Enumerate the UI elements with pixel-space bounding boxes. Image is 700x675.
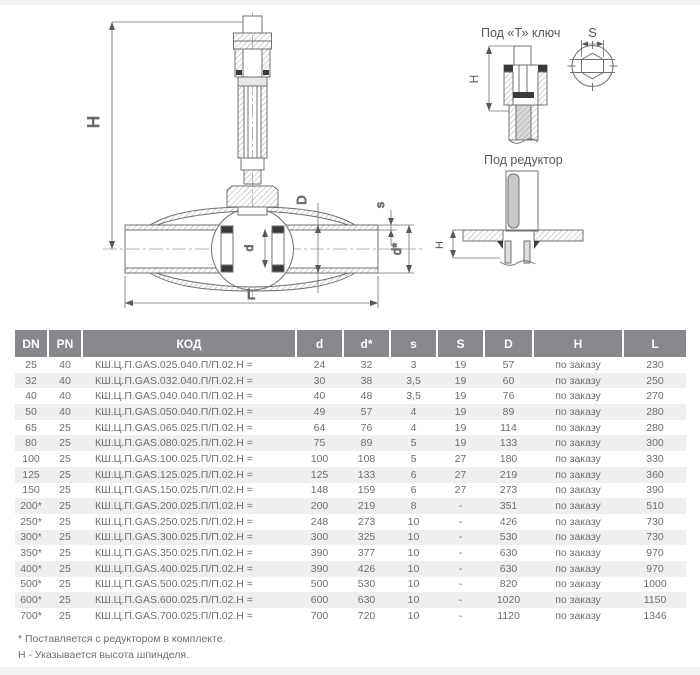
table-cell: КШ.Ц.П.GAS.100.025.П/П.02.Н = [95, 452, 253, 465]
reducer-view [450, 171, 583, 265]
table-cell: 10 [407, 547, 420, 560]
table-cell: 19 [454, 358, 467, 371]
table-cell: 3 [410, 358, 417, 371]
table-cell: КШ.Ц.П.GAS.040.040.П/П.02.Н = [95, 390, 253, 403]
table-cell: 40 [25, 390, 37, 403]
table-cell: 426 [357, 562, 376, 575]
col-header-D: D [485, 330, 532, 357]
table-cell: - [458, 547, 463, 560]
table-cell: 390 [310, 562, 329, 575]
table-cell: 4 [410, 421, 417, 434]
table-cell: КШ.Ц.П.GAS.150.025.П/П.02.Н = [95, 484, 253, 497]
table-cell: 400* [20, 562, 42, 575]
col-header-d: d [297, 330, 342, 357]
table-header-row [15, 330, 686, 357]
table-cell: 10 [407, 578, 420, 591]
table-cell: 48 [360, 390, 373, 403]
table-row [15, 608, 686, 624]
col-header-pn: PN [49, 330, 81, 357]
t-key-side-view [486, 46, 547, 143]
table-cell: 360 [646, 468, 664, 481]
table-cell: 1150 [643, 594, 667, 607]
table-cell: 50 [25, 405, 37, 418]
table-cell: 27 [454, 468, 467, 481]
table-cell: 530 [499, 531, 518, 544]
col-header-s: s [391, 330, 436, 357]
table-cell: 1120 [497, 609, 520, 622]
table-cell: - [458, 578, 463, 591]
table-cell: 1000 [643, 578, 667, 591]
table-cell: КШ.Ц.П.GAS.025.040.П/П.02.Н = [95, 358, 253, 371]
table-cell: 133 [357, 468, 376, 481]
table-row [15, 530, 686, 546]
table-cell: 351 [499, 500, 518, 513]
table-cell: 80 [25, 437, 37, 450]
table-cell: по заказу [555, 609, 601, 622]
table-cell: 230 [646, 358, 664, 371]
table-cell: 27 [454, 484, 467, 497]
table-cell: по заказу [555, 358, 601, 371]
table-cell: 150 [22, 484, 40, 497]
table-cell: 10 [407, 609, 420, 622]
table-row [15, 498, 686, 514]
table-cell: 426 [499, 515, 518, 528]
table-cell: 530 [357, 578, 376, 591]
table-cell: КШ.Ц.П.GAS.200.025.П/П.02.Н = [95, 500, 253, 513]
table-cell: 219 [499, 468, 518, 481]
table-cell: по заказу [555, 515, 601, 528]
table-cell: 4 [410, 405, 417, 418]
col-header-S: S [438, 330, 483, 357]
t-key-dim-label-S: S [588, 25, 597, 40]
table-cell: КШ.Ц.П.GAS.032.040.П/П.02.Н = [95, 374, 253, 387]
table-cell: 133 [499, 437, 518, 450]
table-row [15, 420, 686, 436]
table-cell: - [458, 500, 463, 513]
table-cell: 25 [59, 609, 71, 622]
table-cell: по заказу [555, 547, 601, 560]
table-cell: 10 [407, 562, 420, 575]
table-row [15, 388, 686, 404]
col-header-dstar: d* [344, 330, 389, 357]
table-cell: 24 [313, 358, 326, 371]
table-row [15, 373, 686, 389]
table-cell: 300 [310, 531, 329, 544]
table-row [15, 451, 686, 467]
table-cell: 200* [20, 500, 42, 513]
table-cell: 700 [310, 609, 329, 622]
dim-label-d-star: d* [389, 242, 404, 256]
table-row [15, 545, 686, 561]
table-cell: КШ.Ц.П.GAS.065.025.П/П.02.Н = [95, 421, 253, 434]
table-cell: 390 [310, 547, 329, 560]
table-cell: 1346 [643, 609, 667, 622]
table-cell: по заказу [555, 421, 601, 434]
table-cell: 3,5 [406, 390, 421, 403]
table-cell: по заказу [555, 374, 601, 387]
table-cell: 1020 [496, 594, 521, 607]
table-cell: 248 [310, 515, 329, 528]
table-cell: 820 [499, 578, 518, 591]
table-cell: 600* [20, 594, 42, 607]
table-cell: 377 [357, 547, 376, 560]
table-cell: КШ.Ц.П.GAS.600.025.П/П.02.Н = [95, 594, 253, 607]
table-cell: 25 [59, 578, 71, 591]
footnote-reducer: * Поставляется с редуктором в комплекте. [18, 633, 226, 645]
footnote-spindle-height: Н - Указывается высота шпинделя. [18, 649, 190, 661]
table-cell: 65 [25, 421, 37, 434]
table-cell: по заказу [555, 452, 601, 465]
valve-technical-drawing [0, 0, 700, 330]
col-header-H: H [534, 330, 622, 357]
table-cell: 25 [25, 358, 37, 371]
dim-label-L: L [246, 286, 256, 303]
table-cell: 25 [59, 500, 71, 513]
table-cell: по заказу [555, 594, 601, 607]
table-cell: 730 [646, 531, 664, 544]
table-cell: 114 [500, 421, 517, 434]
table-cell: 125 [22, 468, 40, 481]
dim-label-D: D [294, 195, 309, 205]
table-cell: 500 [310, 578, 329, 591]
table-cell: 25 [59, 562, 71, 575]
table-cell: КШ.Ц.П.GAS.700.025.П/П.02.Н = [95, 609, 253, 622]
table-cell: 25 [59, 531, 71, 544]
table-cell: 148 [310, 484, 329, 497]
table-cell: 57 [360, 405, 373, 418]
table-cell: 200 [310, 500, 329, 513]
table-cell: 25 [59, 452, 71, 465]
table-cell: 100 [310, 452, 329, 465]
table-cell: 970 [646, 547, 664, 560]
table-cell: 180 [499, 452, 518, 465]
table-row [15, 577, 686, 593]
table-cell: 49 [313, 405, 326, 418]
table-cell: 500* [20, 578, 42, 591]
table-cell: 350* [20, 547, 42, 560]
table-cell: 19 [454, 437, 467, 450]
table-cell: по заказу [555, 468, 601, 481]
col-header-code: КОД [83, 330, 295, 357]
table-cell: КШ.Ц.П.GAS.125.025.П/П.02.Н = [95, 468, 253, 481]
table-row [15, 514, 686, 530]
table-row [15, 592, 686, 608]
t-key-view-label: Под «Т» ключ [481, 26, 561, 40]
table-cell: по заказу [555, 484, 601, 497]
table-cell: 25 [59, 484, 71, 497]
table-cell: 64 [313, 421, 326, 434]
table-cell: 40 [59, 374, 71, 387]
table-cell: 60 [502, 374, 515, 387]
table-cell: 5 [410, 452, 417, 465]
dim-label-s: s [373, 202, 387, 208]
table-row [15, 561, 686, 577]
table-row [15, 483, 686, 499]
table-cell: 270 [646, 390, 664, 403]
table-cell: 720 [357, 609, 376, 622]
table-cell: 40 [313, 390, 326, 403]
dim-label-d: d [242, 244, 256, 252]
table-cell: по заказу [555, 578, 601, 591]
table-cell: 30 [313, 374, 326, 387]
table-cell: 76 [360, 421, 373, 434]
spec-table [15, 330, 686, 624]
table-cell: 10 [407, 531, 420, 544]
t-key-dim-label-H: H [467, 74, 481, 84]
table-row [15, 467, 686, 483]
table-cell: КШ.Ц.П.GAS.050.040.П/П.02.Н = [95, 405, 253, 418]
table-body [15, 357, 686, 624]
table-row [15, 404, 686, 420]
table-cell: 3,5 [406, 374, 421, 387]
table-cell: 27 [454, 452, 467, 465]
table-cell: 76 [502, 390, 515, 403]
table-cell: 630 [357, 594, 376, 607]
table-cell: по заказу [555, 390, 601, 403]
col-header-dn: DN [15, 330, 47, 357]
table-cell: КШ.Ц.П.GAS.400.025.П/П.02.Н = [95, 562, 253, 575]
table-cell: 89 [502, 405, 515, 418]
table-cell: 89 [360, 437, 373, 450]
t-key-top-view [568, 40, 618, 91]
table-row [15, 435, 686, 451]
table-cell: 25 [59, 515, 71, 528]
table-cell: 19 [454, 421, 467, 434]
page-bottom-border [0, 667, 700, 675]
table-cell: 250 [646, 374, 664, 387]
table-cell: 630 [499, 547, 518, 560]
table-cell: 125 [310, 468, 329, 481]
table-cell: 970 [646, 562, 664, 575]
table-cell: КШ.Ц.П.GAS.350.025.П/П.02.Н = [95, 547, 253, 560]
table-cell: 273 [499, 484, 518, 497]
table-cell: 510 [646, 500, 664, 513]
table-cell: 40 [59, 358, 71, 371]
table-cell: 700* [20, 609, 42, 622]
table-cell: КШ.Ц.П.GAS.080.025.П/П.02.Н = [95, 437, 253, 450]
table-cell: 75 [313, 437, 326, 450]
col-header-L: L [624, 330, 686, 357]
table-cell: 280 [646, 405, 664, 418]
table-cell: 25 [59, 468, 71, 481]
table-cell: 25 [59, 547, 71, 560]
table-cell: 10 [407, 594, 420, 607]
table-cell: 57 [502, 358, 515, 371]
table-cell: по заказу [555, 531, 601, 544]
main-valve-section [84, 12, 425, 308]
table-cell: 32 [25, 374, 37, 387]
table-cell: 390 [646, 484, 664, 497]
table-cell: 8 [410, 500, 417, 513]
table-cell: 25 [59, 594, 71, 607]
table-cell: 219 [357, 500, 376, 513]
table-cell: - [458, 562, 463, 575]
table-cell: 330 [646, 452, 664, 465]
reducer-view-label: Под редуктор [484, 153, 563, 167]
table-cell: - [458, 531, 463, 544]
table-cell: по заказу [555, 500, 601, 513]
table-cell: 19 [454, 405, 467, 418]
table-cell: - [458, 594, 463, 607]
reducer-dim-label-H: H [434, 241, 446, 249]
table-cell: 300 [646, 437, 664, 450]
table-cell: КШ.Ц.П.GAS.300.025.П/П.02.Н = [95, 531, 253, 544]
table-cell: 40 [59, 405, 71, 418]
table-cell: по заказу [555, 405, 601, 418]
table-cell: КШ.Ц.П.GAS.500.025.П/П.02.Н = [95, 578, 253, 591]
table-cell: 25 [59, 421, 71, 434]
table-cell: 6 [410, 484, 417, 497]
table-cell: 250* [20, 515, 42, 528]
table-cell: 630 [499, 562, 518, 575]
table-cell: по заказу [555, 437, 601, 450]
table-cell: 19 [454, 390, 467, 403]
table-cell: 19 [454, 374, 467, 387]
footnotes [18, 631, 225, 663]
table-cell: 325 [357, 531, 376, 544]
table-cell: 6 [410, 468, 417, 481]
table-cell: 5 [410, 437, 417, 450]
table-cell: 10 [407, 515, 420, 528]
table-cell: 159 [357, 484, 376, 497]
table-cell: 600 [310, 594, 329, 607]
table-cell: 100 [22, 452, 40, 465]
table-cell: 280 [646, 421, 664, 434]
dim-label-H: H [84, 115, 103, 129]
table-cell: 32 [360, 358, 373, 371]
table-cell: 38 [360, 374, 373, 387]
table-cell: по заказу [555, 562, 601, 575]
table-cell: - [458, 515, 463, 528]
table-cell: 108 [357, 452, 376, 465]
table-cell: - [458, 609, 463, 622]
table-cell: 300* [20, 531, 42, 544]
table-cell: 730 [646, 515, 664, 528]
table-row [15, 357, 686, 373]
table-cell: КШ.Ц.П.GAS.250.025.П/П.02.Н = [95, 515, 253, 528]
table-cell: 25 [59, 437, 71, 450]
table-cell: 273 [357, 515, 376, 528]
table-cell: 40 [59, 390, 71, 403]
